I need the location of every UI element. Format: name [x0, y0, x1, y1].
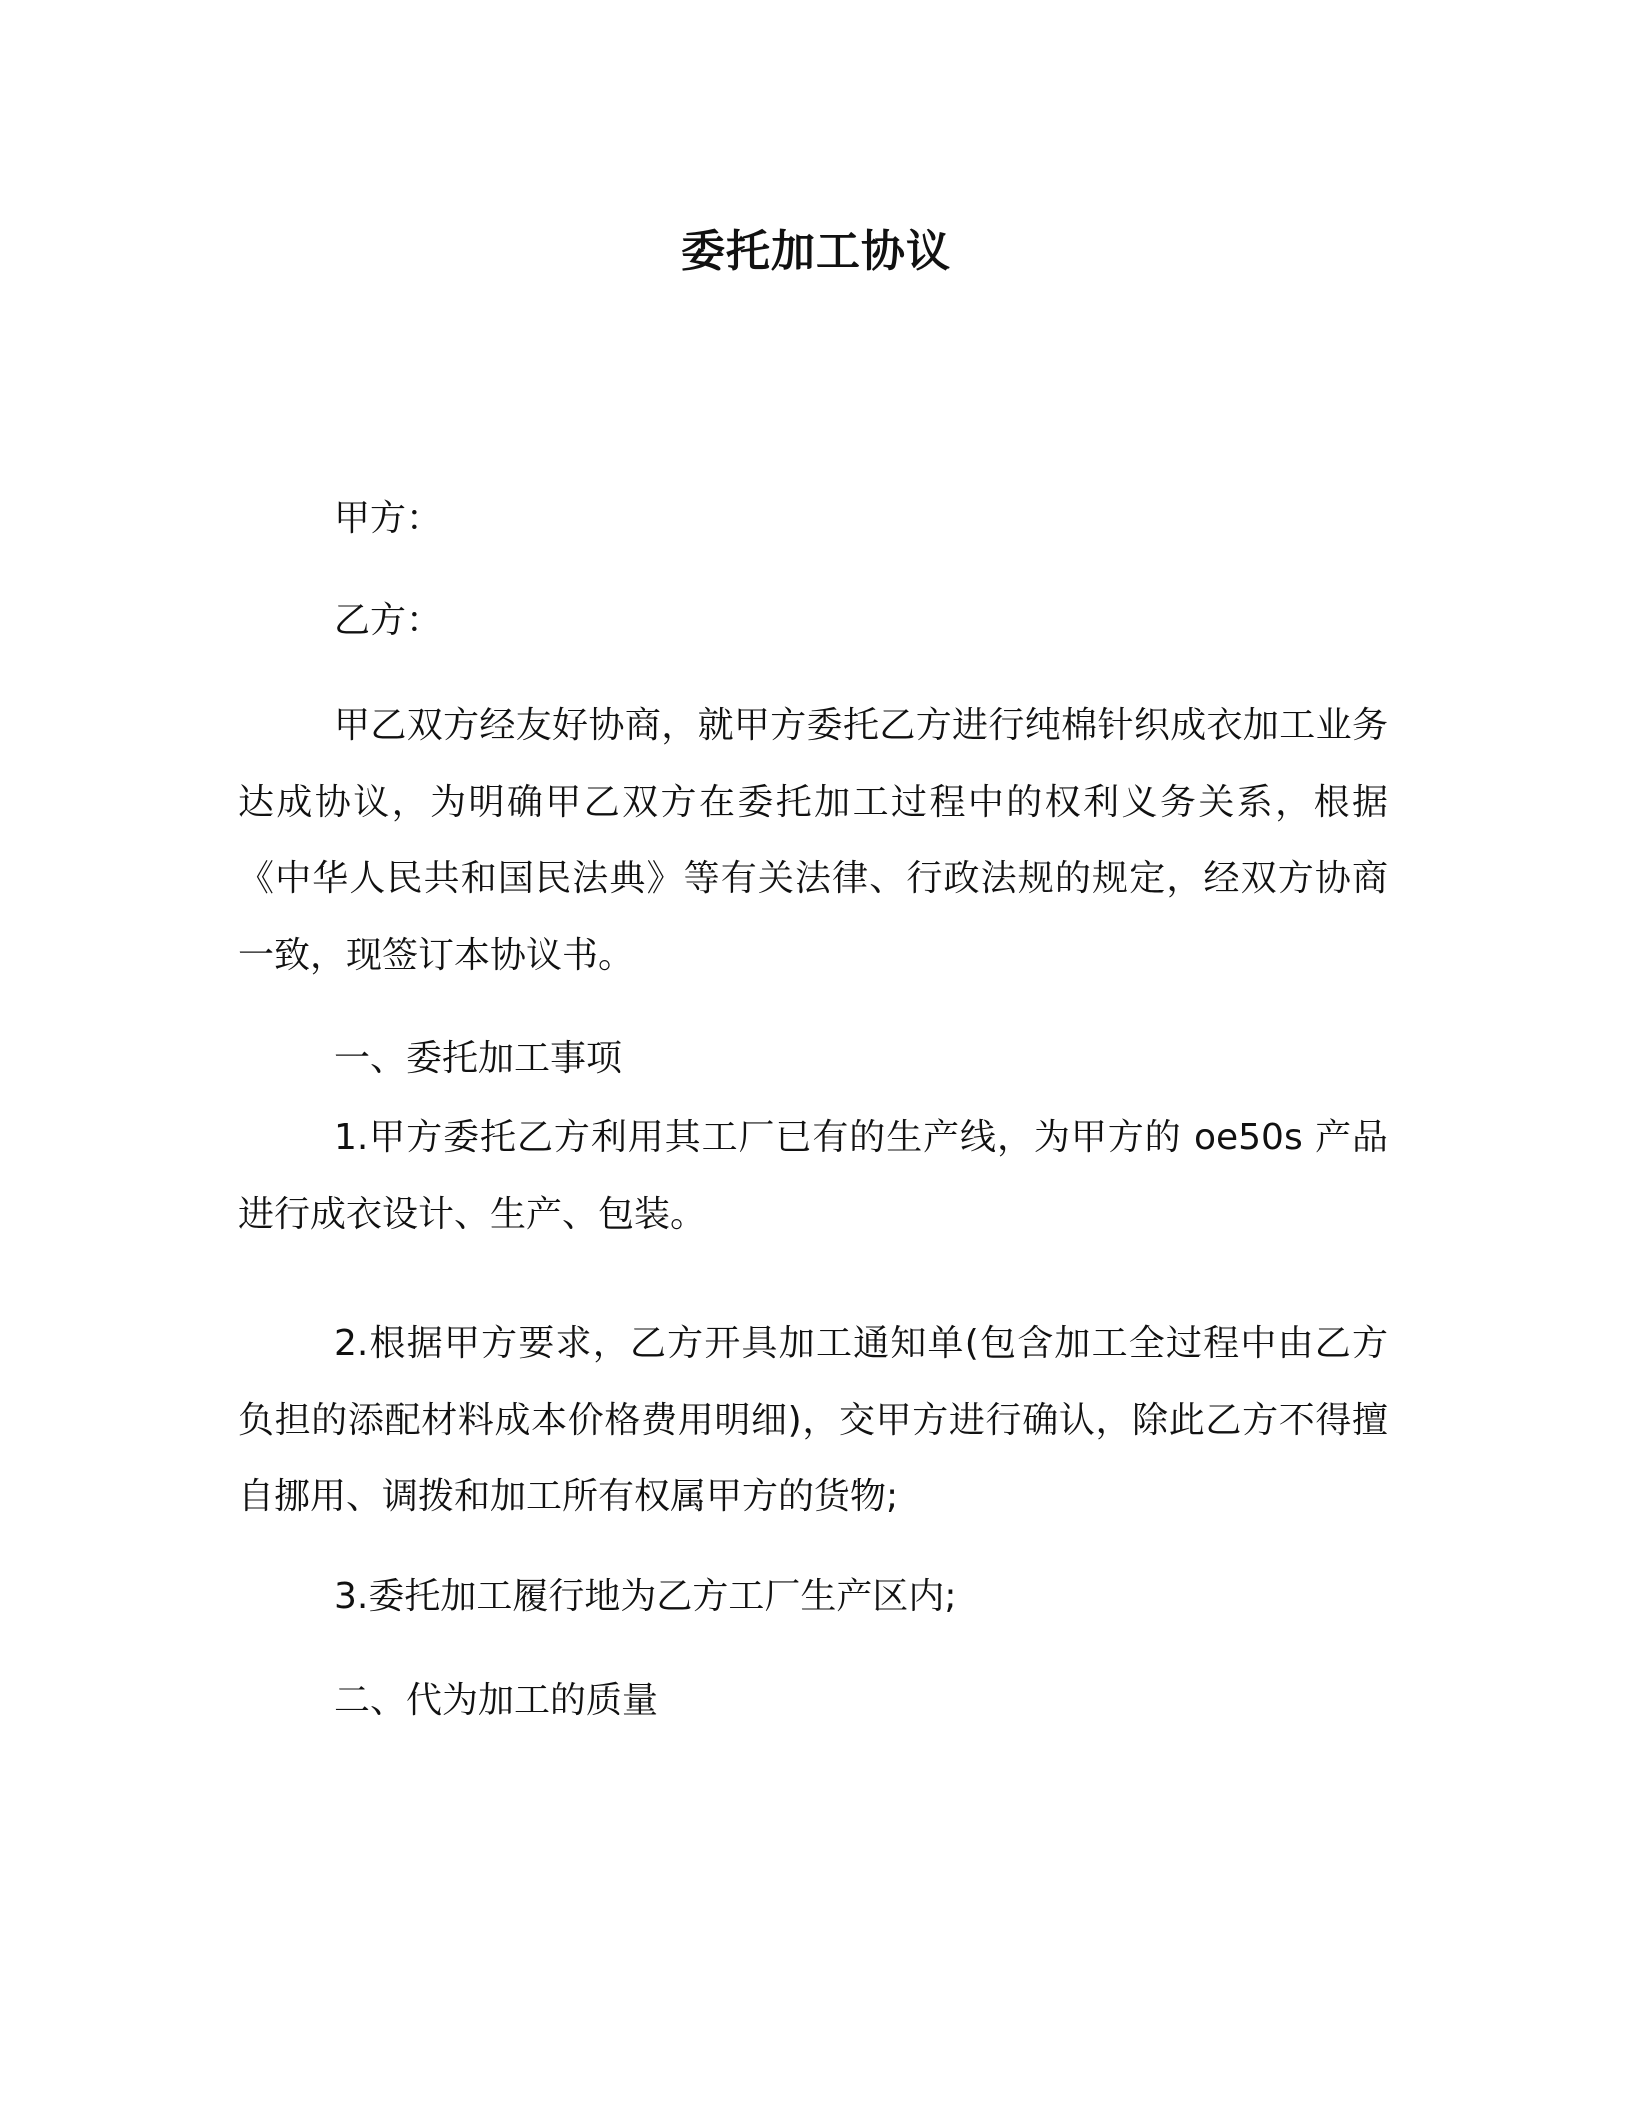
document-title: 委托加工协议 [681, 226, 951, 277]
party-a-label: 甲方： [334, 498, 443, 539]
section-1-heading: 一、委托加工事项 [334, 1038, 623, 1079]
party-b-label: 乙方： [334, 600, 443, 641]
section-1-item-1: 1.甲方委托乙方利用其工厂已有的生产线，为甲方的 oe50s 产品进行成衣设计、生产、包装。 [238, 1117, 1388, 1235]
section-2-heading: 二、代为加工的质量 [334, 1680, 659, 1721]
section-1-item-2: 2.根据甲方要求，乙方开具加工通知单(包含加工全过程中由乙方负担的添配材料成本价格费用明细)，交甲方进行确认，除此乙方不得擅自挪用、调拨和加工所有权属甲方的货物; [238, 1323, 1388, 1517]
section-1-item-3: 3.委托加工履行地为乙方工厂生产区内; [334, 1576, 957, 1617]
intro-paragraph: 甲乙双方经友好协商，就甲方委托乙方进行纯棉针织成衣加工业务达成协议，为明确甲乙双方在委托加工过程中的权利义务关系，根据《中华人民共和国民法典》等有关法律、行政法规的规定，经双方协商一致，现签订本协议书。 [238, 705, 1388, 976]
